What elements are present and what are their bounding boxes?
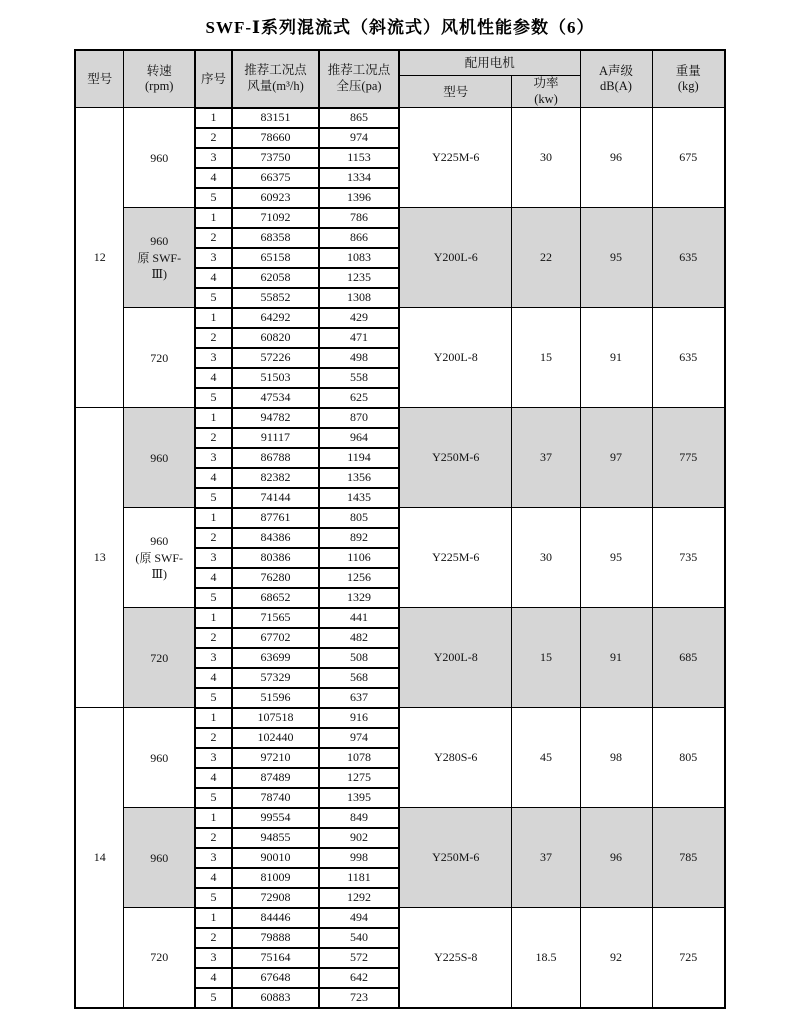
seq-cell: 2 bbox=[195, 128, 232, 148]
pressure-cell: 805 bbox=[319, 508, 399, 528]
motor-model-cell: Y250M-6 bbox=[399, 408, 512, 508]
pressure-cell: 572 bbox=[319, 948, 399, 968]
motor-model-cell: Y200L-6 bbox=[399, 208, 512, 308]
table-row bbox=[75, 208, 725, 228]
power-cell: 15 bbox=[512, 308, 580, 408]
seq-cell: 3 bbox=[195, 548, 232, 568]
table-row bbox=[75, 908, 725, 928]
pressure-cell: 998 bbox=[319, 848, 399, 868]
seq-cell: 3 bbox=[195, 448, 232, 468]
seq-cell: 5 bbox=[195, 588, 232, 608]
header-noise bbox=[580, 50, 652, 108]
model-cell: 13 bbox=[75, 408, 124, 708]
airflow-cell: 87761 bbox=[232, 508, 319, 528]
airflow-cell: 78740 bbox=[232, 788, 319, 808]
pressure-cell: 1435 bbox=[319, 488, 399, 508]
airflow-cell: 71565 bbox=[232, 608, 319, 628]
seq-cell: 5 bbox=[195, 388, 232, 408]
table-body bbox=[75, 108, 725, 1008]
speed-cell-line: 原 SWF- bbox=[137, 250, 182, 265]
seq-cell: 5 bbox=[195, 888, 232, 908]
pressure-cell: 1275 bbox=[319, 768, 399, 788]
airflow-cell: 62058 bbox=[232, 268, 319, 288]
table-row bbox=[75, 508, 725, 528]
airflow-cell: 87489 bbox=[232, 768, 319, 788]
header-seq: 序号 bbox=[195, 50, 232, 108]
seq-cell: 4 bbox=[195, 168, 232, 188]
table-row bbox=[75, 308, 725, 328]
header-motor-model: 型号 bbox=[399, 76, 512, 108]
seq-cell: 1 bbox=[195, 308, 232, 328]
seq-cell: 4 bbox=[195, 868, 232, 888]
seq-cell: 1 bbox=[195, 608, 232, 628]
airflow-cell: 84386 bbox=[232, 528, 319, 548]
pressure-cell: 642 bbox=[319, 968, 399, 988]
pressure-cell: 1356 bbox=[319, 468, 399, 488]
seq-cell: 5 bbox=[195, 488, 232, 508]
seq-cell: 1 bbox=[195, 508, 232, 528]
pressure-cell: 498 bbox=[319, 348, 399, 368]
airflow-cell: 65158 bbox=[232, 248, 319, 268]
motor-model-cell: Y200L-8 bbox=[399, 308, 512, 408]
speed-cell bbox=[124, 808, 195, 908]
airflow-cell: 75164 bbox=[232, 948, 319, 968]
airflow-cell: 60883 bbox=[232, 988, 319, 1008]
airflow-cell: 63699 bbox=[232, 648, 319, 668]
pressure-cell: 1153 bbox=[319, 148, 399, 168]
airflow-cell: 81009 bbox=[232, 868, 319, 888]
weight-cell: 675 bbox=[652, 108, 725, 208]
table-row bbox=[75, 408, 725, 428]
noise-cell: 97 bbox=[580, 408, 652, 508]
power-cell: 37 bbox=[512, 408, 580, 508]
seq-cell: 4 bbox=[195, 268, 232, 288]
weight-cell: 735 bbox=[652, 508, 725, 608]
noise-cell: 96 bbox=[580, 108, 652, 208]
pressure-cell: 558 bbox=[319, 368, 399, 388]
speed-cell-line: 960 bbox=[150, 534, 169, 549]
pressure-cell: 471 bbox=[319, 328, 399, 348]
airflow-cell: 60820 bbox=[232, 328, 319, 348]
seq-cell: 1 bbox=[195, 708, 232, 728]
seq-cell: 1 bbox=[195, 408, 232, 428]
motor-model-cell: Y280S-6 bbox=[399, 708, 512, 808]
pressure-cell: 916 bbox=[319, 708, 399, 728]
seq-cell: 3 bbox=[195, 948, 232, 968]
header-noise-line2: dB(A) bbox=[600, 79, 632, 94]
speed-cell bbox=[124, 308, 195, 408]
pressure-cell: 870 bbox=[319, 408, 399, 428]
airflow-cell: 68358 bbox=[232, 228, 319, 248]
airflow-cell: 71092 bbox=[232, 208, 319, 228]
table-row bbox=[75, 608, 725, 628]
pressure-cell: 1334 bbox=[319, 168, 399, 188]
speed-cell bbox=[124, 108, 195, 208]
motor-model-cell: Y225M-6 bbox=[399, 108, 512, 208]
airflow-cell: 90010 bbox=[232, 848, 319, 868]
header-row-1 bbox=[75, 50, 725, 76]
power-cell: 45 bbox=[512, 708, 580, 808]
speed-cell-line: 960 bbox=[150, 234, 169, 249]
pressure-cell: 1106 bbox=[319, 548, 399, 568]
seq-cell: 3 bbox=[195, 648, 232, 668]
power-cell: 15 bbox=[512, 608, 580, 708]
pressure-cell: 637 bbox=[319, 688, 399, 708]
pressure-cell: 1235 bbox=[319, 268, 399, 288]
seq-cell: 5 bbox=[195, 788, 232, 808]
header-weight-line2: (kg) bbox=[677, 79, 699, 94]
model-cell: 14 bbox=[75, 708, 124, 1008]
speed-cell-line: 720 bbox=[150, 950, 169, 965]
table-row bbox=[75, 108, 725, 128]
header-airflow-line1: 推荐工况点 bbox=[244, 63, 307, 78]
seq-cell: 4 bbox=[195, 368, 232, 388]
airflow-cell: 107518 bbox=[232, 708, 319, 728]
noise-cell: 92 bbox=[580, 908, 652, 1008]
pressure-cell: 786 bbox=[319, 208, 399, 228]
airflow-cell: 57329 bbox=[232, 668, 319, 688]
airflow-cell: 80386 bbox=[232, 548, 319, 568]
airflow-cell: 60923 bbox=[232, 188, 319, 208]
airflow-cell: 82382 bbox=[232, 468, 319, 488]
airflow-cell: 55852 bbox=[232, 288, 319, 308]
weight-cell: 725 bbox=[652, 908, 725, 1008]
airflow-cell: 102440 bbox=[232, 728, 319, 748]
speed-cell bbox=[124, 208, 195, 308]
airflow-cell: 83151 bbox=[232, 108, 319, 128]
pressure-cell: 974 bbox=[319, 128, 399, 148]
airflow-cell: 57226 bbox=[232, 348, 319, 368]
seq-cell: 5 bbox=[195, 988, 232, 1008]
seq-cell: 2 bbox=[195, 928, 232, 948]
speed-cell bbox=[124, 608, 195, 708]
speed-cell-line: 960 bbox=[150, 750, 169, 765]
weight-cell: 635 bbox=[652, 308, 725, 408]
header-pressure-line2: 全压(pa) bbox=[336, 78, 382, 93]
pressure-cell: 429 bbox=[319, 308, 399, 328]
header-airflow-line2: 风量(m³/h) bbox=[247, 78, 304, 93]
airflow-cell: 86788 bbox=[232, 448, 319, 468]
power-cell: 18.5 bbox=[512, 908, 580, 1008]
speed-cell bbox=[124, 708, 195, 808]
model-cell: 12 bbox=[75, 108, 124, 408]
motor-model-cell: Y200L-8 bbox=[399, 608, 512, 708]
pressure-cell: 974 bbox=[319, 728, 399, 748]
speed-cell-line: 720 bbox=[150, 350, 169, 365]
noise-cell: 91 bbox=[580, 308, 652, 408]
seq-cell: 2 bbox=[195, 528, 232, 548]
airflow-cell: 68652 bbox=[232, 588, 319, 608]
speed-cell-line: 960 bbox=[150, 850, 169, 865]
pressure-cell: 1396 bbox=[319, 188, 399, 208]
airflow-cell: 51596 bbox=[232, 688, 319, 708]
pressure-cell: 494 bbox=[319, 908, 399, 928]
header-power bbox=[512, 76, 580, 108]
airflow-cell: 97210 bbox=[232, 748, 319, 768]
airflow-cell: 78660 bbox=[232, 128, 319, 148]
table-header bbox=[75, 50, 725, 108]
seq-cell: 3 bbox=[195, 748, 232, 768]
seq-cell: 5 bbox=[195, 688, 232, 708]
header-airflow bbox=[232, 50, 319, 108]
pressure-cell: 1181 bbox=[319, 868, 399, 888]
power-cell: 30 bbox=[512, 108, 580, 208]
header-motor-group: 配用电机 bbox=[399, 50, 580, 76]
header-power-line2: (kw) bbox=[534, 91, 558, 106]
speed-cell-line: 720 bbox=[150, 650, 169, 665]
pressure-cell: 1395 bbox=[319, 788, 399, 808]
weight-cell: 685 bbox=[652, 608, 725, 708]
header-pressure bbox=[319, 50, 399, 108]
speed-cell bbox=[124, 508, 195, 608]
weight-cell: 775 bbox=[652, 408, 725, 508]
pressure-cell: 865 bbox=[319, 108, 399, 128]
pressure-cell: 723 bbox=[319, 988, 399, 1008]
motor-model-cell: Y225M-6 bbox=[399, 508, 512, 608]
header-model: 型号 bbox=[75, 50, 124, 108]
seq-cell: 1 bbox=[195, 808, 232, 828]
header-speed-line1: 转速 bbox=[146, 63, 172, 78]
noise-cell: 96 bbox=[580, 808, 652, 908]
seq-cell: 3 bbox=[195, 248, 232, 268]
motor-model-cell: Y225S-8 bbox=[399, 908, 512, 1008]
seq-cell: 2 bbox=[195, 428, 232, 448]
pressure-cell: 892 bbox=[319, 528, 399, 548]
seq-cell: 1 bbox=[195, 108, 232, 128]
speed-cell-line: (原 SWF- bbox=[135, 550, 184, 565]
seq-cell: 2 bbox=[195, 228, 232, 248]
pressure-cell: 568 bbox=[319, 668, 399, 688]
pressure-cell: 866 bbox=[319, 228, 399, 248]
speed-cell-line: Ⅲ) bbox=[151, 266, 168, 281]
pressure-cell: 1194 bbox=[319, 448, 399, 468]
speed-cell bbox=[124, 408, 195, 508]
speed-cell-line: Ⅲ) bbox=[151, 566, 168, 581]
seq-cell: 4 bbox=[195, 768, 232, 788]
airflow-cell: 76280 bbox=[232, 568, 319, 588]
speed-cell-line: 960 bbox=[150, 150, 169, 165]
seq-cell: 4 bbox=[195, 668, 232, 688]
airflow-cell: 84446 bbox=[232, 908, 319, 928]
pressure-cell: 1292 bbox=[319, 888, 399, 908]
weight-cell: 785 bbox=[652, 808, 725, 908]
pressure-cell: 1078 bbox=[319, 748, 399, 768]
seq-cell: 5 bbox=[195, 188, 232, 208]
pressure-cell: 1308 bbox=[319, 288, 399, 308]
airflow-cell: 72908 bbox=[232, 888, 319, 908]
noise-cell: 98 bbox=[580, 708, 652, 808]
airflow-cell: 91117 bbox=[232, 428, 319, 448]
seq-cell: 1 bbox=[195, 908, 232, 928]
pressure-cell: 508 bbox=[319, 648, 399, 668]
speed-cell bbox=[124, 908, 195, 1008]
airflow-cell: 51503 bbox=[232, 368, 319, 388]
noise-cell: 95 bbox=[580, 208, 652, 308]
noise-cell: 95 bbox=[580, 508, 652, 608]
airflow-cell: 99554 bbox=[232, 808, 319, 828]
airflow-cell: 94855 bbox=[232, 828, 319, 848]
airflow-cell: 67648 bbox=[232, 968, 319, 988]
table-row bbox=[75, 708, 725, 728]
airflow-cell: 73750 bbox=[232, 148, 319, 168]
noise-cell: 91 bbox=[580, 608, 652, 708]
pressure-cell: 441 bbox=[319, 608, 399, 628]
pressure-cell: 482 bbox=[319, 628, 399, 648]
seq-cell: 2 bbox=[195, 628, 232, 648]
weight-cell: 805 bbox=[652, 708, 725, 808]
header-speed-line2: (rpm) bbox=[145, 79, 174, 94]
header-pressure-line1: 推荐工况点 bbox=[327, 63, 391, 78]
pressure-cell: 625 bbox=[319, 388, 399, 408]
airflow-cell: 94782 bbox=[232, 408, 319, 428]
airflow-cell: 79888 bbox=[232, 928, 319, 948]
table-row bbox=[75, 808, 725, 828]
pressure-cell: 1329 bbox=[319, 588, 399, 608]
pressure-cell: 902 bbox=[319, 828, 399, 848]
airflow-cell: 47534 bbox=[232, 388, 319, 408]
power-cell: 22 bbox=[512, 208, 580, 308]
seq-cell: 1 bbox=[195, 208, 232, 228]
seq-cell: 2 bbox=[195, 828, 232, 848]
seq-cell: 4 bbox=[195, 568, 232, 588]
seq-cell: 4 bbox=[195, 468, 232, 488]
header-weight bbox=[652, 50, 725, 108]
seq-cell: 3 bbox=[195, 148, 232, 168]
seq-cell: 5 bbox=[195, 288, 232, 308]
pressure-cell: 964 bbox=[319, 428, 399, 448]
page-title: SWF-Ⅰ系列混流式（斜流式）风机性能参数（6） bbox=[205, 18, 595, 37]
seq-cell: 4 bbox=[195, 968, 232, 988]
speed-cell-line: 960 bbox=[150, 450, 169, 465]
motor-model-cell: Y250M-6 bbox=[399, 808, 512, 908]
pressure-cell: 540 bbox=[319, 928, 399, 948]
airflow-cell: 66375 bbox=[232, 168, 319, 188]
airflow-cell: 67702 bbox=[232, 628, 319, 648]
header-weight-line1: 重量 bbox=[675, 63, 701, 78]
header-power-line1: 功率 bbox=[533, 76, 559, 90]
weight-cell: 635 bbox=[652, 208, 725, 308]
seq-cell: 2 bbox=[195, 728, 232, 748]
fan-performance-table bbox=[74, 49, 726, 1009]
seq-cell: 3 bbox=[195, 848, 232, 868]
airflow-cell: 74144 bbox=[232, 488, 319, 508]
pressure-cell: 1083 bbox=[319, 248, 399, 268]
pressure-cell: 1256 bbox=[319, 568, 399, 588]
seq-cell: 3 bbox=[195, 348, 232, 368]
power-cell: 37 bbox=[512, 808, 580, 908]
pressure-cell: 849 bbox=[319, 808, 399, 828]
airflow-cell: 64292 bbox=[232, 308, 319, 328]
header-speed bbox=[124, 50, 195, 108]
header-noise-line1: A声级 bbox=[598, 63, 634, 78]
seq-cell: 2 bbox=[195, 328, 232, 348]
power-cell: 30 bbox=[512, 508, 580, 608]
